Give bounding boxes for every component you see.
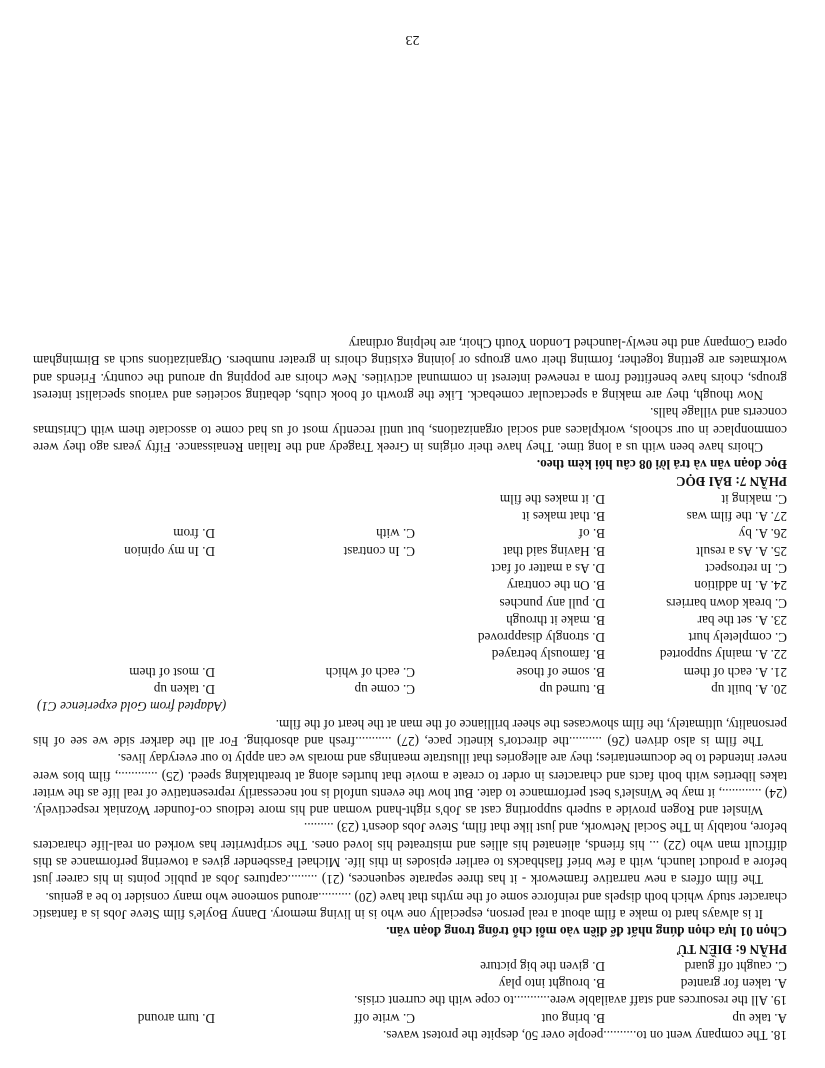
question-25-option-a: 25. A. As a result bbox=[696, 543, 787, 559]
question-21-option-a: 21. A. each of them bbox=[683, 664, 787, 680]
question-18-stem: 18. The company went on to..........people over 50, despite the protest waves. bbox=[382, 1028, 787, 1043]
page-content bbox=[29, 335, 787, 1044]
question-22-options bbox=[33, 629, 787, 664]
question-24-option-a: 24. A. In addition bbox=[694, 578, 787, 594]
question-19-option-c: C. caught off guard bbox=[684, 958, 787, 974]
question-18-option-c: C. write off bbox=[354, 1010, 415, 1026]
question-23-option-d: D. pull any punches bbox=[499, 595, 605, 611]
part-6-paragraph: The film offers a new narrative framework - it has three separate sequences, (21) .........captures Jobs at public points in his career just before a product launch, with a few brief flashbacks to earlier episodes in this life. Michael Fassbender gives a towering performance as this difficult man who (22) ... his friends, alienated his allies and mistreated his loved ones. The scriptwriter has worked on real-life characters before, notably in The Social Network, and just like that film, Steve Jobs doesn't (23) ......... bbox=[29, 820, 787, 888]
question-24-options bbox=[33, 560, 787, 595]
question-27-option-d: D. it makes the film bbox=[499, 491, 605, 507]
part-6-heading: PHẦN 6: ĐIỀN TỪ bbox=[676, 941, 787, 957]
question-18-option-b: B. bring out bbox=[541, 1010, 605, 1026]
part-6-paragraph: The film is also driven (26) ..........the director's kinetic pace, (27) ...........fresh and absorbing. For all the darker side we see of his personality, ultimately, the film showcases the sheer brilliance of the man at the heart of the film. bbox=[29, 716, 787, 749]
question-19-option-a: A. taken for granted bbox=[680, 976, 787, 992]
question-23-options bbox=[33, 594, 787, 629]
part-6-instruction: Chọn 01 lựa chọn đúng nhất để điền vào mỗi chỗ trống trong đoạn văn. bbox=[386, 924, 787, 940]
question-26-option-b: B. of bbox=[578, 526, 605, 542]
question-24-option-d: D. As a matter of fact bbox=[491, 560, 605, 576]
question-24-option-b: B. On the contrary bbox=[506, 578, 605, 594]
question-21-options bbox=[33, 663, 787, 680]
question-23-option-b: B. make it through bbox=[506, 612, 605, 628]
question-27-options bbox=[33, 491, 787, 526]
part-7-instruction: Đọc đoạn văn và trả lời 08 câu hỏi kèm theo. bbox=[536, 457, 787, 473]
question-26-option-a: 26. A. by bbox=[738, 526, 787, 542]
question-25-option-c: C. In contrast bbox=[343, 543, 415, 559]
part-7-heading: PHẦN 7: BÀI ĐỌC bbox=[676, 474, 787, 490]
question-18-option-a: A. take up bbox=[732, 1010, 787, 1026]
question-22-option-c: C. completely hurt bbox=[688, 630, 787, 646]
part-7-paragraph: Now though, they are making a spectacular comeback. Like the growth of book clubs, debating societies and various specialist interest groups, choirs have benefitted from a renewed interest in communal activities. New choirs are popping up around the country. Friends and workmates are getting together, forming their own groups or joining existing choirs in greater numbers. Organizations such as Birmingham opera Company and the newly-launched London Youth Choir, are helping ordinary bbox=[29, 336, 787, 404]
question-20-option-b: B. turned up bbox=[539, 682, 605, 698]
part-7-paragraph: Choirs have been with us a long time. They have their origins in Greek Tragedy and the Italian Renaissance. Fifty years ago they were commonplace in our schools, workplaces and social organizations, but until recently most of us had come to associate them with Christmas concerts and village halls. bbox=[29, 405, 787, 455]
question-22-option-d: D. strongly disapproved bbox=[477, 630, 605, 646]
question-27-option-c: C. making it bbox=[721, 491, 787, 507]
question-26-option-c: C. with bbox=[376, 526, 415, 542]
question-27-option-a: 27. A. the film was bbox=[686, 509, 787, 525]
question-20-options bbox=[33, 681, 787, 698]
question-21-option-c: C. each of which bbox=[325, 664, 415, 680]
question-18-option-d: D. turn around bbox=[137, 1010, 215, 1026]
question-25-options bbox=[33, 542, 787, 559]
question-20-option-a: 20. A. built up bbox=[711, 682, 787, 698]
question-19-option-b: B. brought into play bbox=[498, 976, 605, 992]
question-24-option-c: C. In retrospect bbox=[705, 560, 787, 576]
question-19-stem: 19. All the resources and staff available were...........to cope with the current crisis. bbox=[354, 993, 787, 1009]
question-23-option-a: 23. A. set the bar bbox=[697, 612, 787, 628]
part-6-paragraph: It is always hard to make a film about a real person, especially one who is in living memory. Danny Boyle's film Steve Jobs is a fantastic character study which both dispels and reinforce some of the myths that have (20) ..........around someone who many consider to be a genius. bbox=[29, 889, 787, 922]
question-23-option-c: C. break down barriers bbox=[666, 595, 787, 611]
question-19-options bbox=[33, 958, 787, 993]
question-25-option-b: B. Having said that bbox=[503, 543, 605, 559]
question-25-option-d: D. In my opinion bbox=[124, 543, 215, 559]
part-6-paragraph: Winslet and Rogen provide a superb supporting cast as Job's right-hand woman and his more tedious co-founder Wozniak respectively. (24) ............, it may be Winslet's best performance to date. But how the events unfold is not necessarily representative of real life as the writer takes liberties with both facts and characters in order to create a movie that hurtles along at breathtaking speed. (25) ............, film bios were never intended to be documentaries; they are allegories that illustrate meanings and morals we can apply to our everyday lives. bbox=[29, 751, 787, 819]
question-19-option-d: D. given the big picture bbox=[480, 958, 605, 974]
question-18-options bbox=[33, 1009, 787, 1026]
page-number: 23 bbox=[405, 32, 420, 47]
question-21-option-d: D. most of them bbox=[129, 664, 215, 680]
question-26-options bbox=[33, 525, 787, 542]
question-27-option-b: B. that makes it bbox=[522, 509, 605, 525]
question-26-option-d: D. from bbox=[173, 526, 215, 542]
question-22-option-a: 22. A. mainly supported bbox=[659, 647, 787, 663]
question-21-option-b: B. some of those bbox=[516, 664, 605, 680]
question-20-option-c: C. come up bbox=[354, 682, 415, 698]
question-22-option-b: B. famously betrayed bbox=[491, 647, 605, 663]
source-citation: (Adapted from Gold experience C1) bbox=[37, 699, 227, 715]
question-20-option-d: D. taken up bbox=[153, 682, 215, 698]
